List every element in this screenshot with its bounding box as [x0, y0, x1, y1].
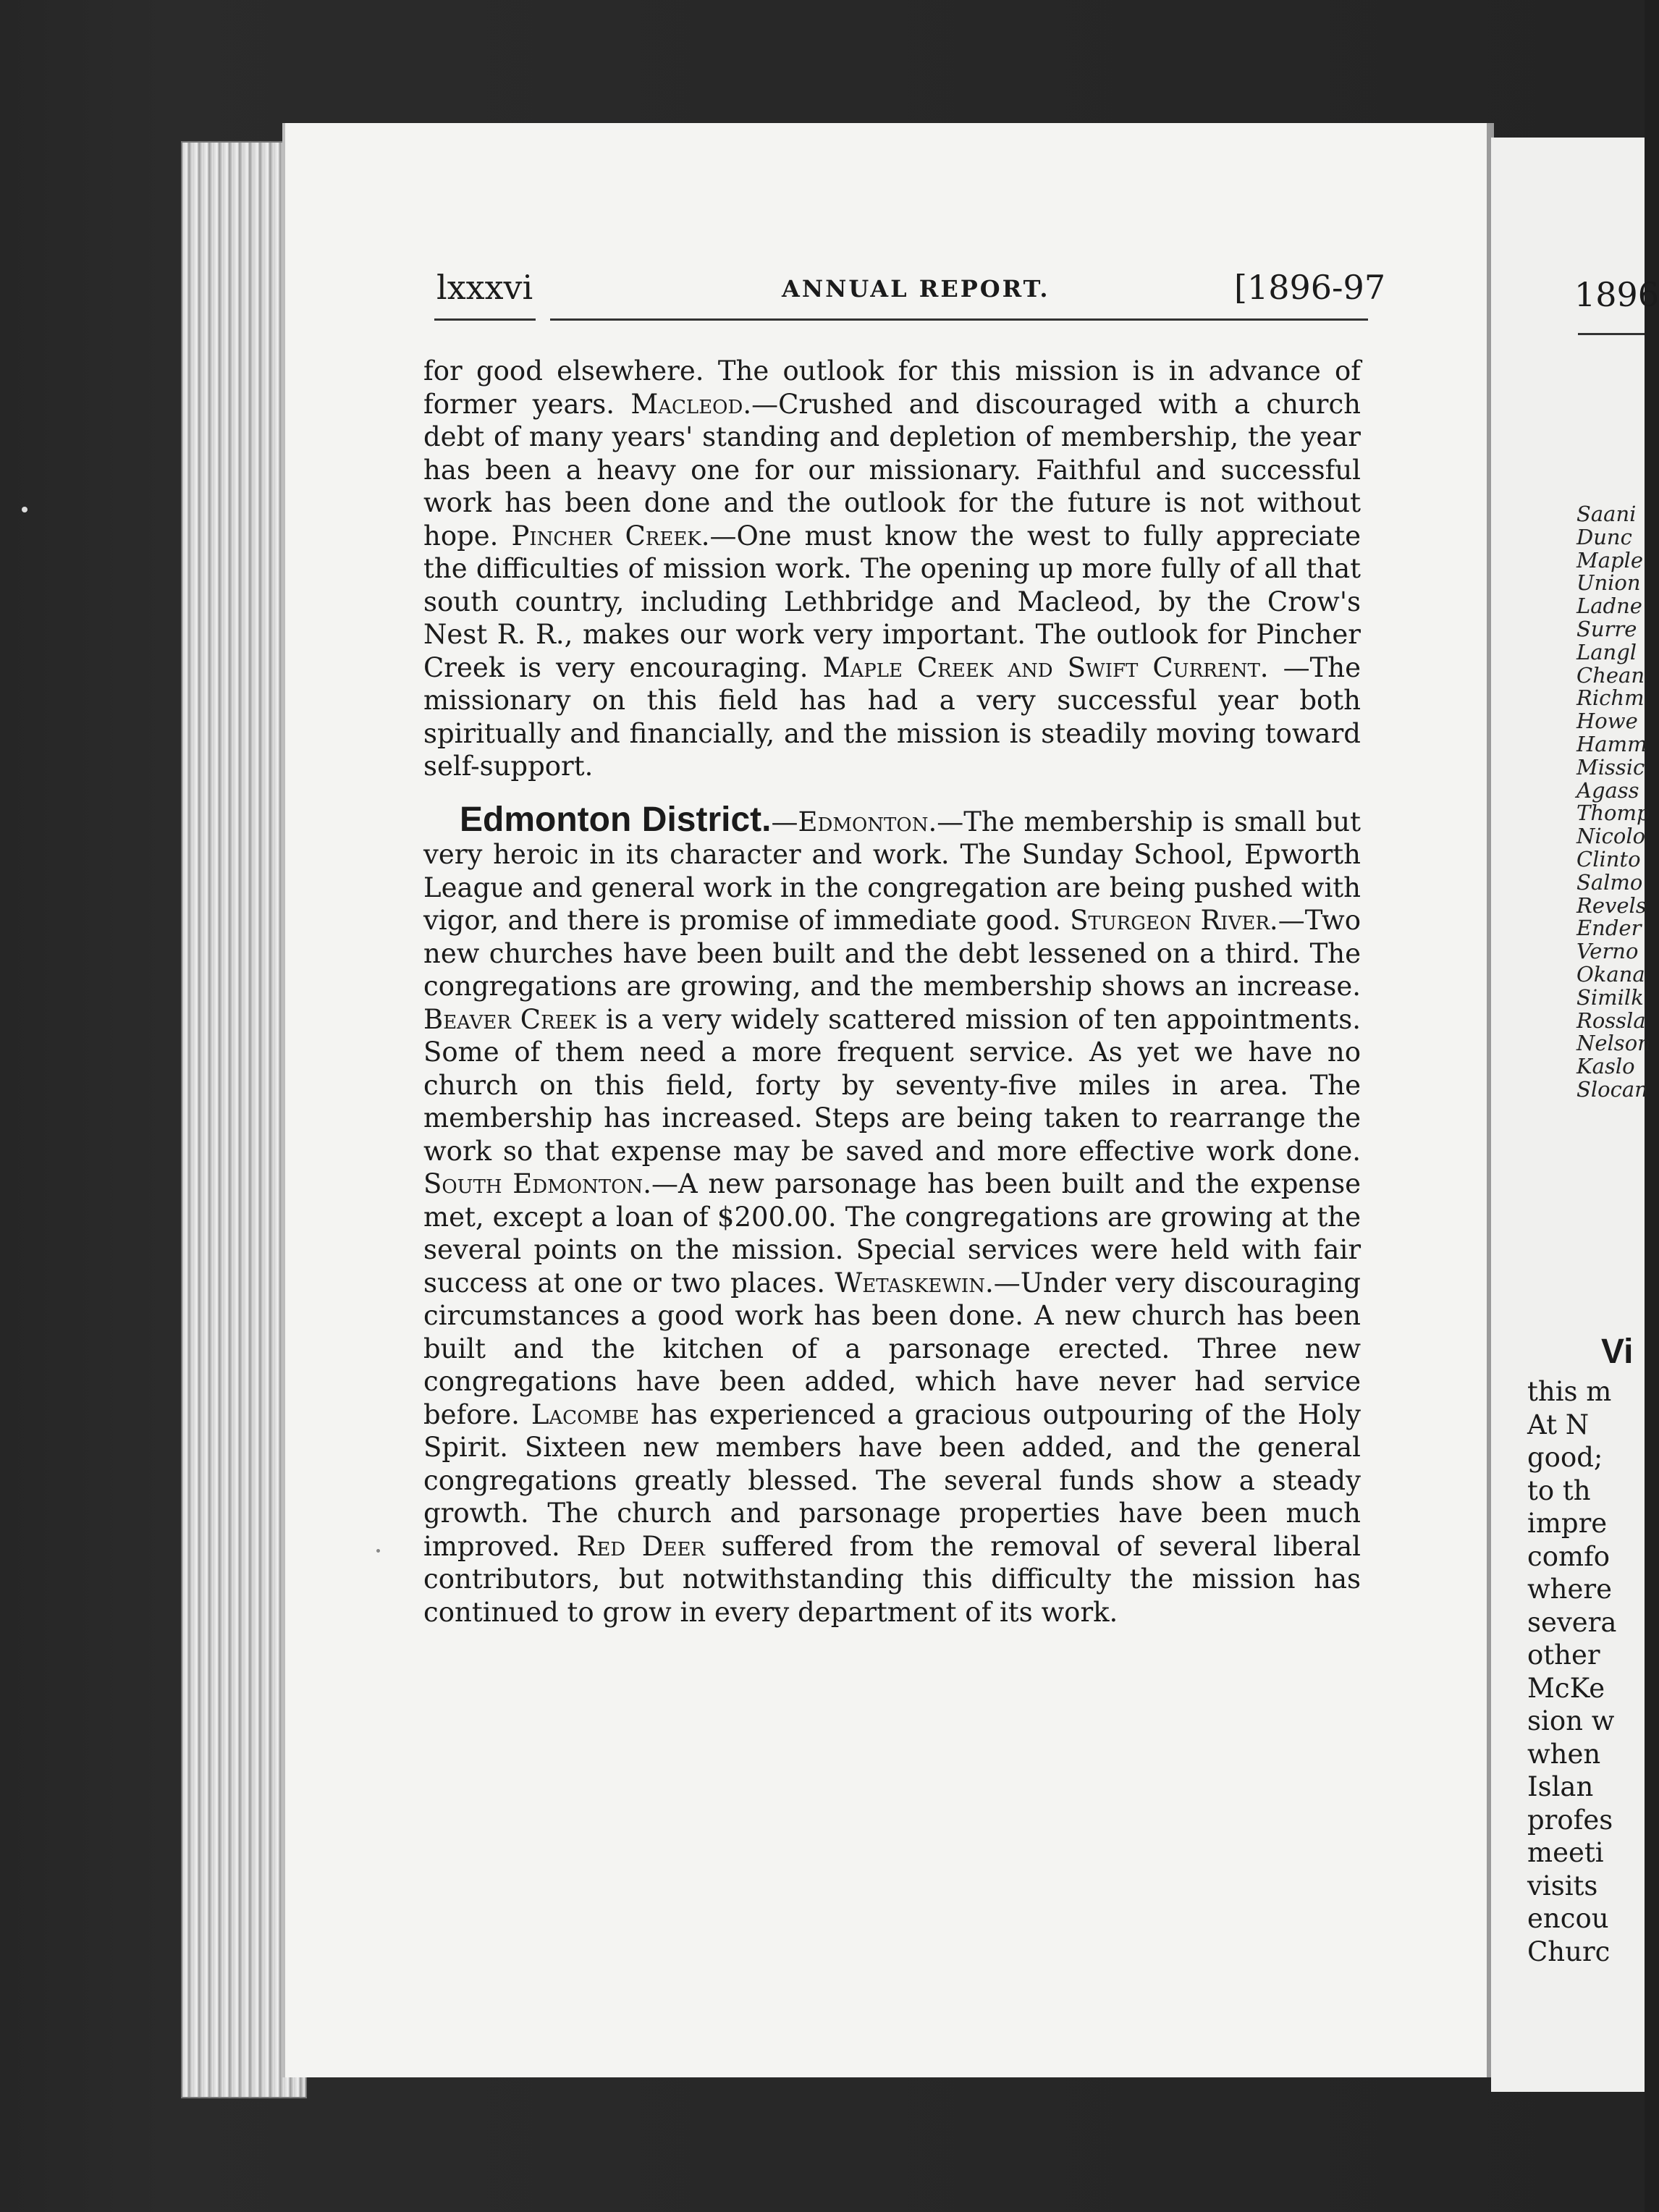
text-run: —A new parsonage has been built and the expense met, except a loan of $200.00. The congregations are growing at the several points on the mission. Special services were held with fair success at one or two places. — [423, 1168, 1361, 1299]
text-run: —Crushed and discouraged with a church debt of many years' standing and depletion of membership, the year has been a heavy one for our missionary. Faithful and successful work has been done and the outlook for the future is not without hope. — [423, 388, 1361, 552]
mission-name-south-edmonton: South Edmonton. — [423, 1168, 651, 1199]
right-page-list-item: Surre — [1576, 616, 1637, 641]
mission-name-macleod: Macleod. — [630, 388, 752, 420]
header-rule-left — [434, 318, 536, 321]
right-page-list-item: Okana — [1576, 961, 1645, 987]
mission-name-red-deer: Red Deer — [576, 1530, 706, 1562]
right-page-list-item: Agass — [1576, 777, 1639, 803]
report-body — [423, 355, 1361, 1629]
right-page-text-line: good; — [1527, 1442, 1603, 1473]
right-page-text-line: other — [1527, 1639, 1600, 1671]
text-run: —Under very discouraging circumstances a good work has been done. A new church has been built and the kitchen of a parsonage erected. Three new congregations have been added, which have never had service before. — [423, 1267, 1361, 1430]
right-page-mission-list — [1576, 503, 1651, 1102]
right-page-text-line: Islan — [1527, 1771, 1594, 1802]
text-run: suffered from the removal of several liberal contributors, but notwithstanding this difficulty the mission has continued to grow in every department of its work. — [423, 1530, 1361, 1628]
running-title: ANNUAL REPORT. — [782, 275, 1050, 303]
right-page-text-line: visits — [1527, 1870, 1598, 1901]
mission-name-wetaskewin: Wetaskewin. — [835, 1267, 994, 1299]
dust-speck — [376, 1549, 380, 1553]
text-run: for good elsewhere. The outlook for this mission is in advance of former years. — [423, 355, 1361, 420]
header-rule — [550, 318, 1368, 321]
right-page-text-lines — [1527, 1375, 1616, 1968]
right-page-text-line: this m — [1527, 1376, 1612, 1407]
right-page-text-line: impre — [1527, 1508, 1608, 1539]
right-page-list-item: Slocan — [1576, 1076, 1648, 1102]
right-page-text-line: Churc — [1527, 1936, 1611, 1967]
text-run: —The missionary on this field has had a very successful year both spiritually and financially, and the mission is steadily moving toward self-support. — [423, 651, 1361, 782]
right-page-list-item: Union — [1576, 570, 1641, 596]
right-page-list-item: Nelson — [1576, 1031, 1651, 1056]
right-page-list-item: Ender — [1576, 916, 1642, 941]
page-number: lxxxvi — [436, 268, 533, 307]
right-page-list-item: Kaslo — [1576, 1054, 1635, 1079]
text-run: is a very widely scattered mission of ten appointments. Some of them need a more frequent service. As yet we have no church on this field, forty by seventy-five miles in area. The membership has increased. Steps are being taken to rearrange the work so that expense may be saved and more effective work done. — [423, 1003, 1361, 1167]
right-page-list-item: Similk — [1576, 984, 1644, 1010]
right-page-list-item: Chean — [1576, 662, 1645, 688]
right-page-list-item: Maple — [1576, 547, 1643, 573]
mission-name-maple-creek: Maple Creek and Swift Current. — [822, 651, 1269, 683]
right-page-text-line: severa — [1527, 1606, 1617, 1638]
right-page-year: 1896 — [1574, 275, 1659, 314]
right-page-text-line: to th — [1527, 1474, 1591, 1506]
right-page-list-item: Howe — [1576, 709, 1638, 734]
year-range: [1896-97 — [1234, 268, 1386, 307]
right-page-list-item: Thomp — [1576, 801, 1650, 826]
paragraph-southern-missions — [423, 355, 1361, 783]
right-page-text-line: encou — [1527, 1903, 1609, 1934]
dust-speck — [22, 507, 28, 512]
mission-name-beaver-creek: Beaver Creek — [423, 1003, 597, 1035]
district-heading: Edmonton District. — [460, 800, 772, 839]
right-page-text-line: meeti — [1527, 1837, 1604, 1868]
right-page-text-line: profes — [1527, 1804, 1613, 1836]
right-page-rule — [1578, 333, 1645, 335]
right-page-list-item: Saani — [1576, 502, 1637, 526]
mission-name-edmonton: —Edmonton. — [771, 806, 937, 837]
mission-name-pincher-creek: Pincher Creek. — [511, 520, 710, 552]
right-page-text-line: where — [1527, 1574, 1612, 1605]
right-page-list-item: Rossla — [1576, 1008, 1646, 1033]
right-page-list-item: Dunc — [1576, 524, 1632, 549]
right-page-list-item: Missic — [1576, 754, 1645, 780]
right-page-list-item: Clinto — [1576, 846, 1641, 871]
right-page-text-line: comfo — [1527, 1540, 1611, 1572]
right-page-list-item: Richm — [1576, 685, 1645, 711]
text-run: has experienced a gracious outpouring of the Holy Spirit. Sixteen new members have been added, and the general congregations greatly blessed. The several funds show a steady growth. The church and parsonage properties have been much improved. — [423, 1398, 1361, 1562]
right-page-list-item: Hamm — [1576, 731, 1647, 756]
right-page-list-item: Revels — [1576, 892, 1647, 918]
right-page-list-item: Langl — [1576, 639, 1637, 664]
right-page-list-item: Ladne — [1576, 594, 1642, 619]
right-page-text-line: when — [1527, 1738, 1601, 1770]
text-run: —One must know the west to fully appreciate the difficulties of mission work. The opening up more fully of all that south country, including Lethbridge and Macleod, by the Crow's Nest R. R., makes our work very important. The outlook for Pincher Creek is very encouraging. — [423, 520, 1361, 683]
right-page-text-line: sion w — [1527, 1705, 1615, 1736]
right-page-text-line: McKe — [1527, 1672, 1605, 1704]
right-page-list-item: Verno — [1576, 939, 1639, 964]
text-run: —Two new churches have been built and the debt lessened on a third. The congregations are growing, and the membership shows an increase. — [423, 905, 1361, 1002]
right-page-list-item: Nicolo — [1576, 824, 1646, 849]
mission-name-sturgeon-river: Sturgeon River. — [1070, 905, 1278, 936]
right-page-heading: Vi — [1601, 1333, 1634, 1371]
text-run: —The membership is small but very heroic in its character and work. The Sunday School, Epworth League and general work in the congregation are being pushed with vigor, and there is promise of immediate good. — [423, 806, 1362, 936]
right-page-list-item: Salmo — [1576, 869, 1643, 895]
paragraph-edmonton-district — [423, 800, 1362, 1629]
right-page-text-line: At N — [1527, 1409, 1590, 1440]
mission-name-lacombe: Lacombe — [531, 1398, 640, 1430]
